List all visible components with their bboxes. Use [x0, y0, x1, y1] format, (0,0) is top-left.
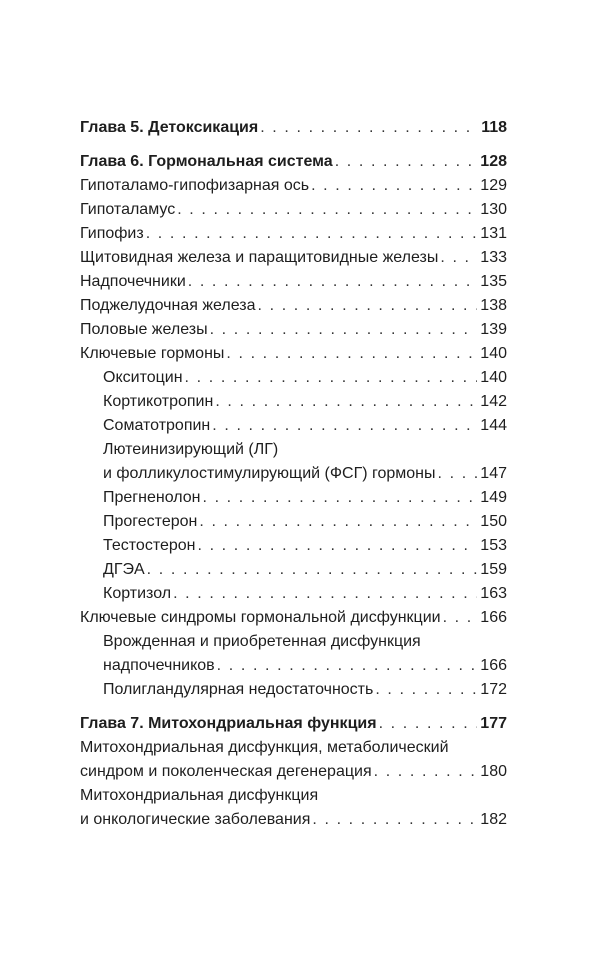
dot-leader — [311, 174, 477, 198]
toc-entry-page: 129 — [480, 177, 507, 194]
toc-entry-page: 153 — [480, 537, 507, 554]
toc-entry-title: Соматотропин — [103, 417, 211, 434]
toc-entry-page: 140 — [480, 369, 507, 386]
toc-subentry — [103, 390, 507, 414]
toc-subentry — [103, 534, 507, 558]
toc-entry-title: Ключевые гормоны — [80, 345, 225, 362]
toc-entry-title: Полигландулярная недостаточность — [103, 681, 374, 698]
toc-entry-title: Щитовидная железа и паращитовидные железы — [80, 249, 439, 266]
toc-entry-title: Лютеинизирующий (ЛГ) — [103, 441, 279, 458]
dot-leader — [375, 678, 477, 702]
toc-entry — [80, 760, 507, 784]
dot-leader — [146, 222, 478, 246]
toc-entry-title: Ключевые синдромы гормональной дисфункции — [80, 609, 441, 626]
toc-entry-title: ДГЭА — [103, 561, 145, 578]
toc-entry-chapter-5 — [80, 116, 507, 140]
toc-entry — [80, 318, 507, 342]
toc-entry-page: 140 — [480, 345, 507, 362]
toc-entry-page: 138 — [480, 297, 507, 314]
dot-leader — [260, 116, 478, 140]
toc-entry — [80, 198, 507, 222]
toc-entry-page: 177 — [480, 715, 507, 732]
dot-leader — [185, 366, 478, 390]
toc-entry-page: 166 — [480, 657, 507, 674]
toc-subentry-continued — [103, 630, 507, 654]
toc-entry-title: Глава 6. Гормональная система — [80, 153, 333, 170]
toc-subentry — [103, 510, 507, 534]
dot-leader — [203, 486, 478, 510]
toc-entry-page: 118 — [481, 119, 507, 136]
dot-leader — [173, 582, 477, 606]
toc-entry-title: Врожденная и приобретенная дисфункция — [103, 633, 421, 650]
toc-subentry-continued — [103, 438, 507, 462]
toc-subentry — [103, 486, 507, 510]
dot-leader — [374, 760, 478, 784]
toc-entry — [80, 222, 507, 246]
dot-leader — [440, 246, 477, 270]
toc-entry-page: 172 — [480, 681, 507, 698]
toc-entry-title: Прогестерон — [103, 513, 198, 530]
toc-entry — [80, 606, 507, 630]
toc-entry-title: Гипофиз — [80, 225, 144, 242]
dot-leader — [215, 390, 477, 414]
toc-subentry — [103, 462, 507, 486]
toc-entry-title: Половые железы — [80, 321, 208, 338]
toc-entry-continued — [80, 784, 507, 808]
toc-entry-title: синдром и поколенческая дегенерация — [80, 763, 372, 780]
toc-entry-page: 133 — [480, 249, 507, 266]
toc-entry-title: Окситоцин — [103, 369, 183, 386]
dot-leader — [210, 318, 478, 342]
toc-subentry — [103, 558, 507, 582]
toc-entry-page: 135 — [480, 273, 507, 290]
toc-entry-page: 131 — [480, 225, 507, 242]
toc-entry-title: Прегненолон — [103, 489, 201, 506]
toc-entry-title: и фолликулостимулирующий (ФСГ) гормоны — [103, 465, 436, 482]
toc-entry-continued — [80, 736, 507, 760]
toc-entry-title: и онкологические заболевания — [80, 811, 311, 828]
dot-leader — [147, 558, 478, 582]
toc-subentry — [103, 654, 507, 678]
toc-entry-page: 142 — [480, 393, 507, 410]
toc-entry-title: Поджелудочная железа — [80, 297, 256, 314]
toc-entry — [80, 342, 507, 366]
toc-subentry — [103, 414, 507, 438]
toc-subentry — [103, 366, 507, 390]
toc-entry-title: Кортикотропин — [103, 393, 214, 410]
dot-leader — [335, 150, 478, 174]
toc-entry-page: 139 — [480, 321, 507, 338]
toc-entry-chapter-6 — [80, 150, 507, 174]
toc-entry-page: 182 — [480, 811, 507, 828]
toc-entry — [80, 246, 507, 270]
toc-entry-title: Надпочечники — [80, 273, 186, 290]
toc-entry-page: 163 — [480, 585, 507, 602]
dot-leader — [226, 342, 477, 366]
dot-leader — [188, 270, 478, 294]
toc-entry-title: Глава 7. Митохондриальная функция — [80, 715, 377, 732]
dot-leader — [443, 606, 478, 630]
toc-entry-title: надпочечников — [103, 657, 215, 674]
dot-leader — [177, 198, 477, 222]
toc-entry — [80, 174, 507, 198]
toc-entry — [80, 270, 507, 294]
dot-leader — [312, 808, 477, 832]
toc-entry — [80, 808, 507, 832]
toc-entry-page: 147 — [480, 465, 507, 482]
toc-subentry — [103, 678, 507, 702]
dot-leader — [438, 462, 478, 486]
toc-entry-title: Митохондриальная дисфункция, метаболический — [80, 739, 449, 756]
dot-leader — [379, 712, 478, 736]
dot-leader — [198, 534, 478, 558]
toc-entry — [80, 294, 507, 318]
dot-leader — [199, 510, 477, 534]
toc-entry-page: 180 — [480, 763, 507, 780]
dot-leader — [217, 654, 478, 678]
toc-entry-page: 144 — [480, 417, 507, 434]
toc-subentry — [103, 582, 507, 606]
toc-entry-title: Гипоталамо-гипофизарная ось — [80, 177, 310, 194]
toc-entry-title: Глава 5. Детоксикация — [80, 119, 259, 136]
toc-entry-title: Митохондриальная дисфункция — [80, 787, 319, 804]
toc-entry-page: 159 — [480, 561, 507, 578]
toc-entry-page: 128 — [480, 153, 507, 170]
toc-entry-page: 149 — [480, 489, 507, 506]
dot-leader — [212, 414, 477, 438]
toc-entry-page: 130 — [480, 201, 507, 218]
toc-entry-title: Гипоталамус — [80, 201, 176, 218]
toc-entry-title: Тестостерон — [103, 537, 196, 554]
toc-entry-chapter-7 — [80, 712, 507, 736]
toc-entry-page: 166 — [480, 609, 507, 626]
toc-entry-title: Кортизол — [103, 585, 172, 602]
dot-leader — [258, 294, 478, 318]
toc-entry-page: 150 — [480, 513, 507, 530]
